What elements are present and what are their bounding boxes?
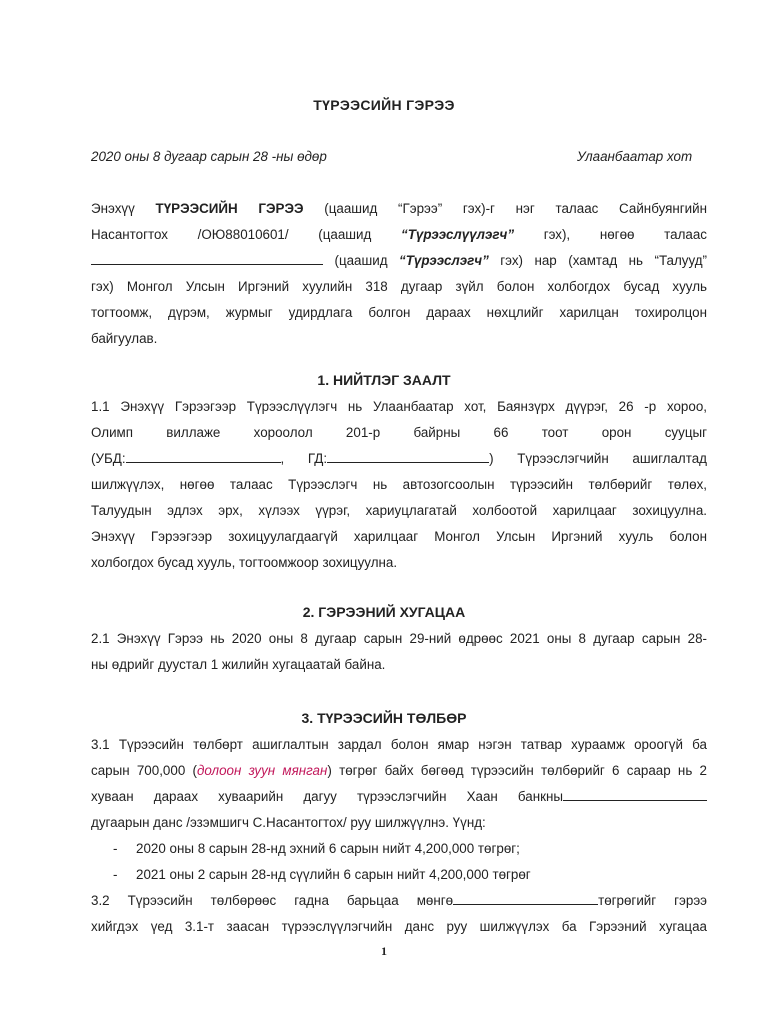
- s3-line-5: 3.2 Түрээсийн төлбөрөөс гадна барьцаа мөнгө төгрөгийг гэрээ: [91, 893, 707, 908]
- contract-name: ТҮРЭЭСИЙН ГЭРЭЭ: [155, 201, 304, 216]
- payment-schedule-1: 2020 оны 8 сарын 28-нд эхний 6 сарын нийт 4,200,000 төгрөг;: [136, 841, 520, 856]
- contract-date: 2020 оны 8 дугаар сарын 28 -ны өдөр: [91, 149, 327, 164]
- ubd-blank: [126, 451, 281, 463]
- lessee-name-blank: [91, 253, 323, 265]
- s3-line-4: дугаарын данс /эзэмшигч С.Насантогтох/ руу шилжүүлнэ. Үүнд:: [91, 815, 486, 830]
- page-number: 1: [381, 944, 387, 958]
- bullet-dash-1: -: [113, 841, 118, 856]
- bank-account-blank: [563, 789, 707, 801]
- section-3-heading: 3. ТҮРЭЭСИЙН ТӨЛБӨР: [301, 710, 467, 726]
- deposit-blank: [453, 893, 598, 905]
- intro-line-5: тогтоомж, дүрэм, журмыг удирдлага болгон дараах нөхцлийг харилцан тохиролцон: [91, 305, 707, 320]
- amount-in-words: долоон зуун мянган: [196, 763, 328, 778]
- s1-line-5: Талуудын эдлэх эрх, хүлээх үүрэг, хариуцлагатай холбоотой харилцааг зохицуулна.: [91, 503, 707, 518]
- s3-line-6: хийгдэх үед 3.1-т заасан түрээслүүлэгчийн данс руу шилжүүлэх ба Гэрээний хугацаа: [91, 919, 707, 934]
- intro-line-4: гэх) Монгол Улсын Иргэний хуулийн 318 дугаар зүйл болон холбогдох бусад хууль: [91, 279, 707, 294]
- section-1-heading: 1. НИЙТЛЭГ ЗААЛТ: [317, 372, 451, 388]
- s3-line-2: сарын 700,000 (долоон зуун мянган) төгрөг байх бөгөөд түрээсийн төлбөрийг 6 сараар нь 2: [91, 763, 708, 778]
- bullet-dash-2: -: [113, 867, 118, 882]
- intro-line-1: Энэхүү ТҮРЭЭСИЙН ГЭРЭЭ (цаашид “Гэрээ” гэх)-г нэг талаас Сайнбуянгийн: [91, 201, 707, 216]
- s2-line-2: ны өдрийг дуустал 1 жилийн хугацаатай байна.: [91, 657, 386, 672]
- payment-schedule-2: 2021 оны 2 сарын 28-нд сүүлийн 6 сарын нийт 4,200,000 төгрөг: [136, 867, 531, 882]
- gd-blank: [327, 451, 489, 463]
- intro-line-2: Насантогтох /ОЮ88010601/ (цаашид “Түрээслүүлэгч” гэх), нөгөө талаас: [91, 227, 707, 242]
- s1-line-4: шилжүүлэх, нөгөө талаас Түрээслэгч нь автозогсоолын түрээсийн төлбөрийг төлөх,: [91, 477, 707, 492]
- s1-line-6: Энэхүү Гэрээгээр зохицуулагдаагүй харилцааг Монгол Улсын Иргэний хууль болон: [91, 529, 707, 544]
- lessee-term: “Түрээслэгч”: [399, 253, 489, 268]
- s1-line-7: холбогдох бусад хууль, тогтоомжоор зохицуулна.: [91, 555, 398, 570]
- section-2-heading: 2. ГЭРЭЭНИЙ ХУГАЦАА: [302, 604, 466, 620]
- s1-line-1: 1.1 Энэхүү Гэрээгээр Түрээслүүлэгч нь Улаанбаатар хот, Баянзүрх дүүрэг, 26 -р хороо,: [91, 399, 707, 414]
- intro-line-6: байгуулав.: [91, 331, 158, 346]
- s3-line-1: 3.1 Түрээсийн төлбөрт ашиглалтын зардал болон ямар нэгэн татвар хураамж ороогүй ба: [91, 737, 707, 752]
- document-title: ТҮРЭЭСИЙН ГЭРЭЭ: [313, 97, 455, 113]
- lessor-term: “Түрээслүүлэгч”: [401, 227, 515, 242]
- s1-line-2: Олимп виллаже хороолол 201-р байрны 66 тоот орон сууцыг: [91, 425, 707, 440]
- s3-line-3: хуваан дараах хуваарийн дагуу түрээслэгчийн Хаан банкны: [91, 789, 707, 805]
- s1-line-3: (УБД: , ГД: ) Түрээслэгчийн ашиглалтад: [91, 451, 707, 466]
- s2-line-1: 2.1 Энэхүү Гэрээ нь 2020 оны 8 дугаар сарын 29-ний өдрөөс 2021 оны 8 дугаар сарын 28-: [91, 631, 707, 646]
- contract-place: Улаанбаатар хот: [577, 149, 693, 164]
- intro-line-3: (цаашид “Түрээслэгч” гэх) нар (хамтад нь “Талууд”: [91, 253, 707, 269]
